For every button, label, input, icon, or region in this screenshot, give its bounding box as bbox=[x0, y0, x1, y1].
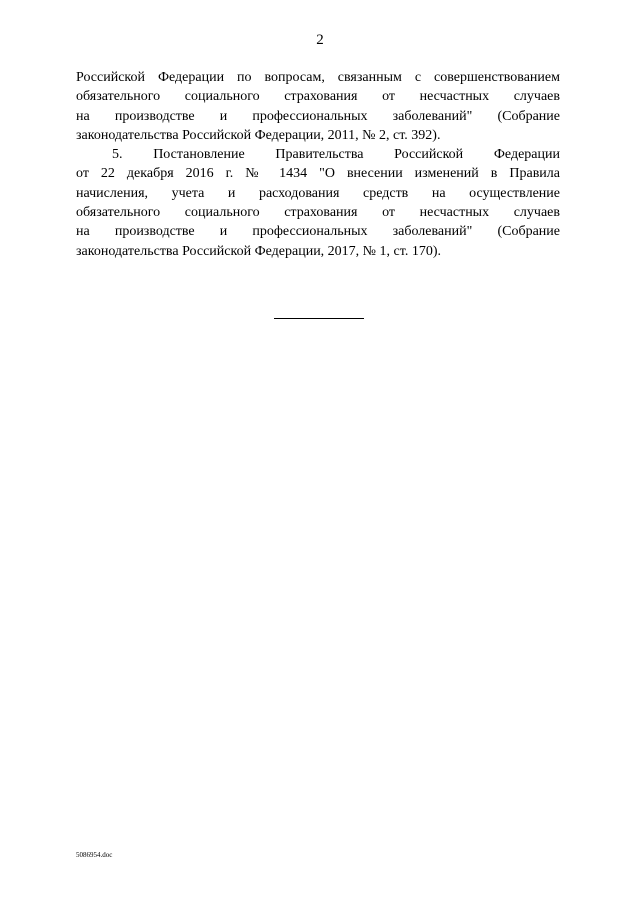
text-line: законодательства Российской Федерации, 2011, № 2, ст. 392). bbox=[76, 127, 441, 143]
page-number: 2 bbox=[316, 32, 324, 48]
text-line: обязательного социального страхования от несчастных случаев bbox=[76, 89, 560, 105]
document-body bbox=[76, 68, 560, 261]
text-line: обязательного социального страхования от несчастных случаев bbox=[76, 205, 560, 221]
text-line: законодательства Российской Федерации, 2017, № 1, ст. 170). bbox=[76, 243, 441, 259]
end-separator-line bbox=[274, 318, 364, 319]
document-id: 5086954.doc bbox=[76, 851, 113, 859]
text-line: на производстве и профессиональных заболеваний" (Собрание bbox=[76, 108, 560, 124]
text-line: от 22 декабря 2016 г. № 1434 "О внесении изменений в Правила bbox=[76, 166, 560, 182]
paragraph-1 bbox=[76, 68, 560, 145]
text-line: Российской Федерации по вопросам, связанным с совершенствованием bbox=[76, 70, 560, 85]
paragraph-2 bbox=[76, 145, 560, 261]
text-line: начисления, учета и расходования средств на осуществление bbox=[76, 185, 560, 201]
text-line: на производстве и профессиональных заболеваний" (Собрание bbox=[76, 224, 560, 240]
text-line: 5. Постановление Правительства Российской Федерации bbox=[112, 147, 560, 163]
